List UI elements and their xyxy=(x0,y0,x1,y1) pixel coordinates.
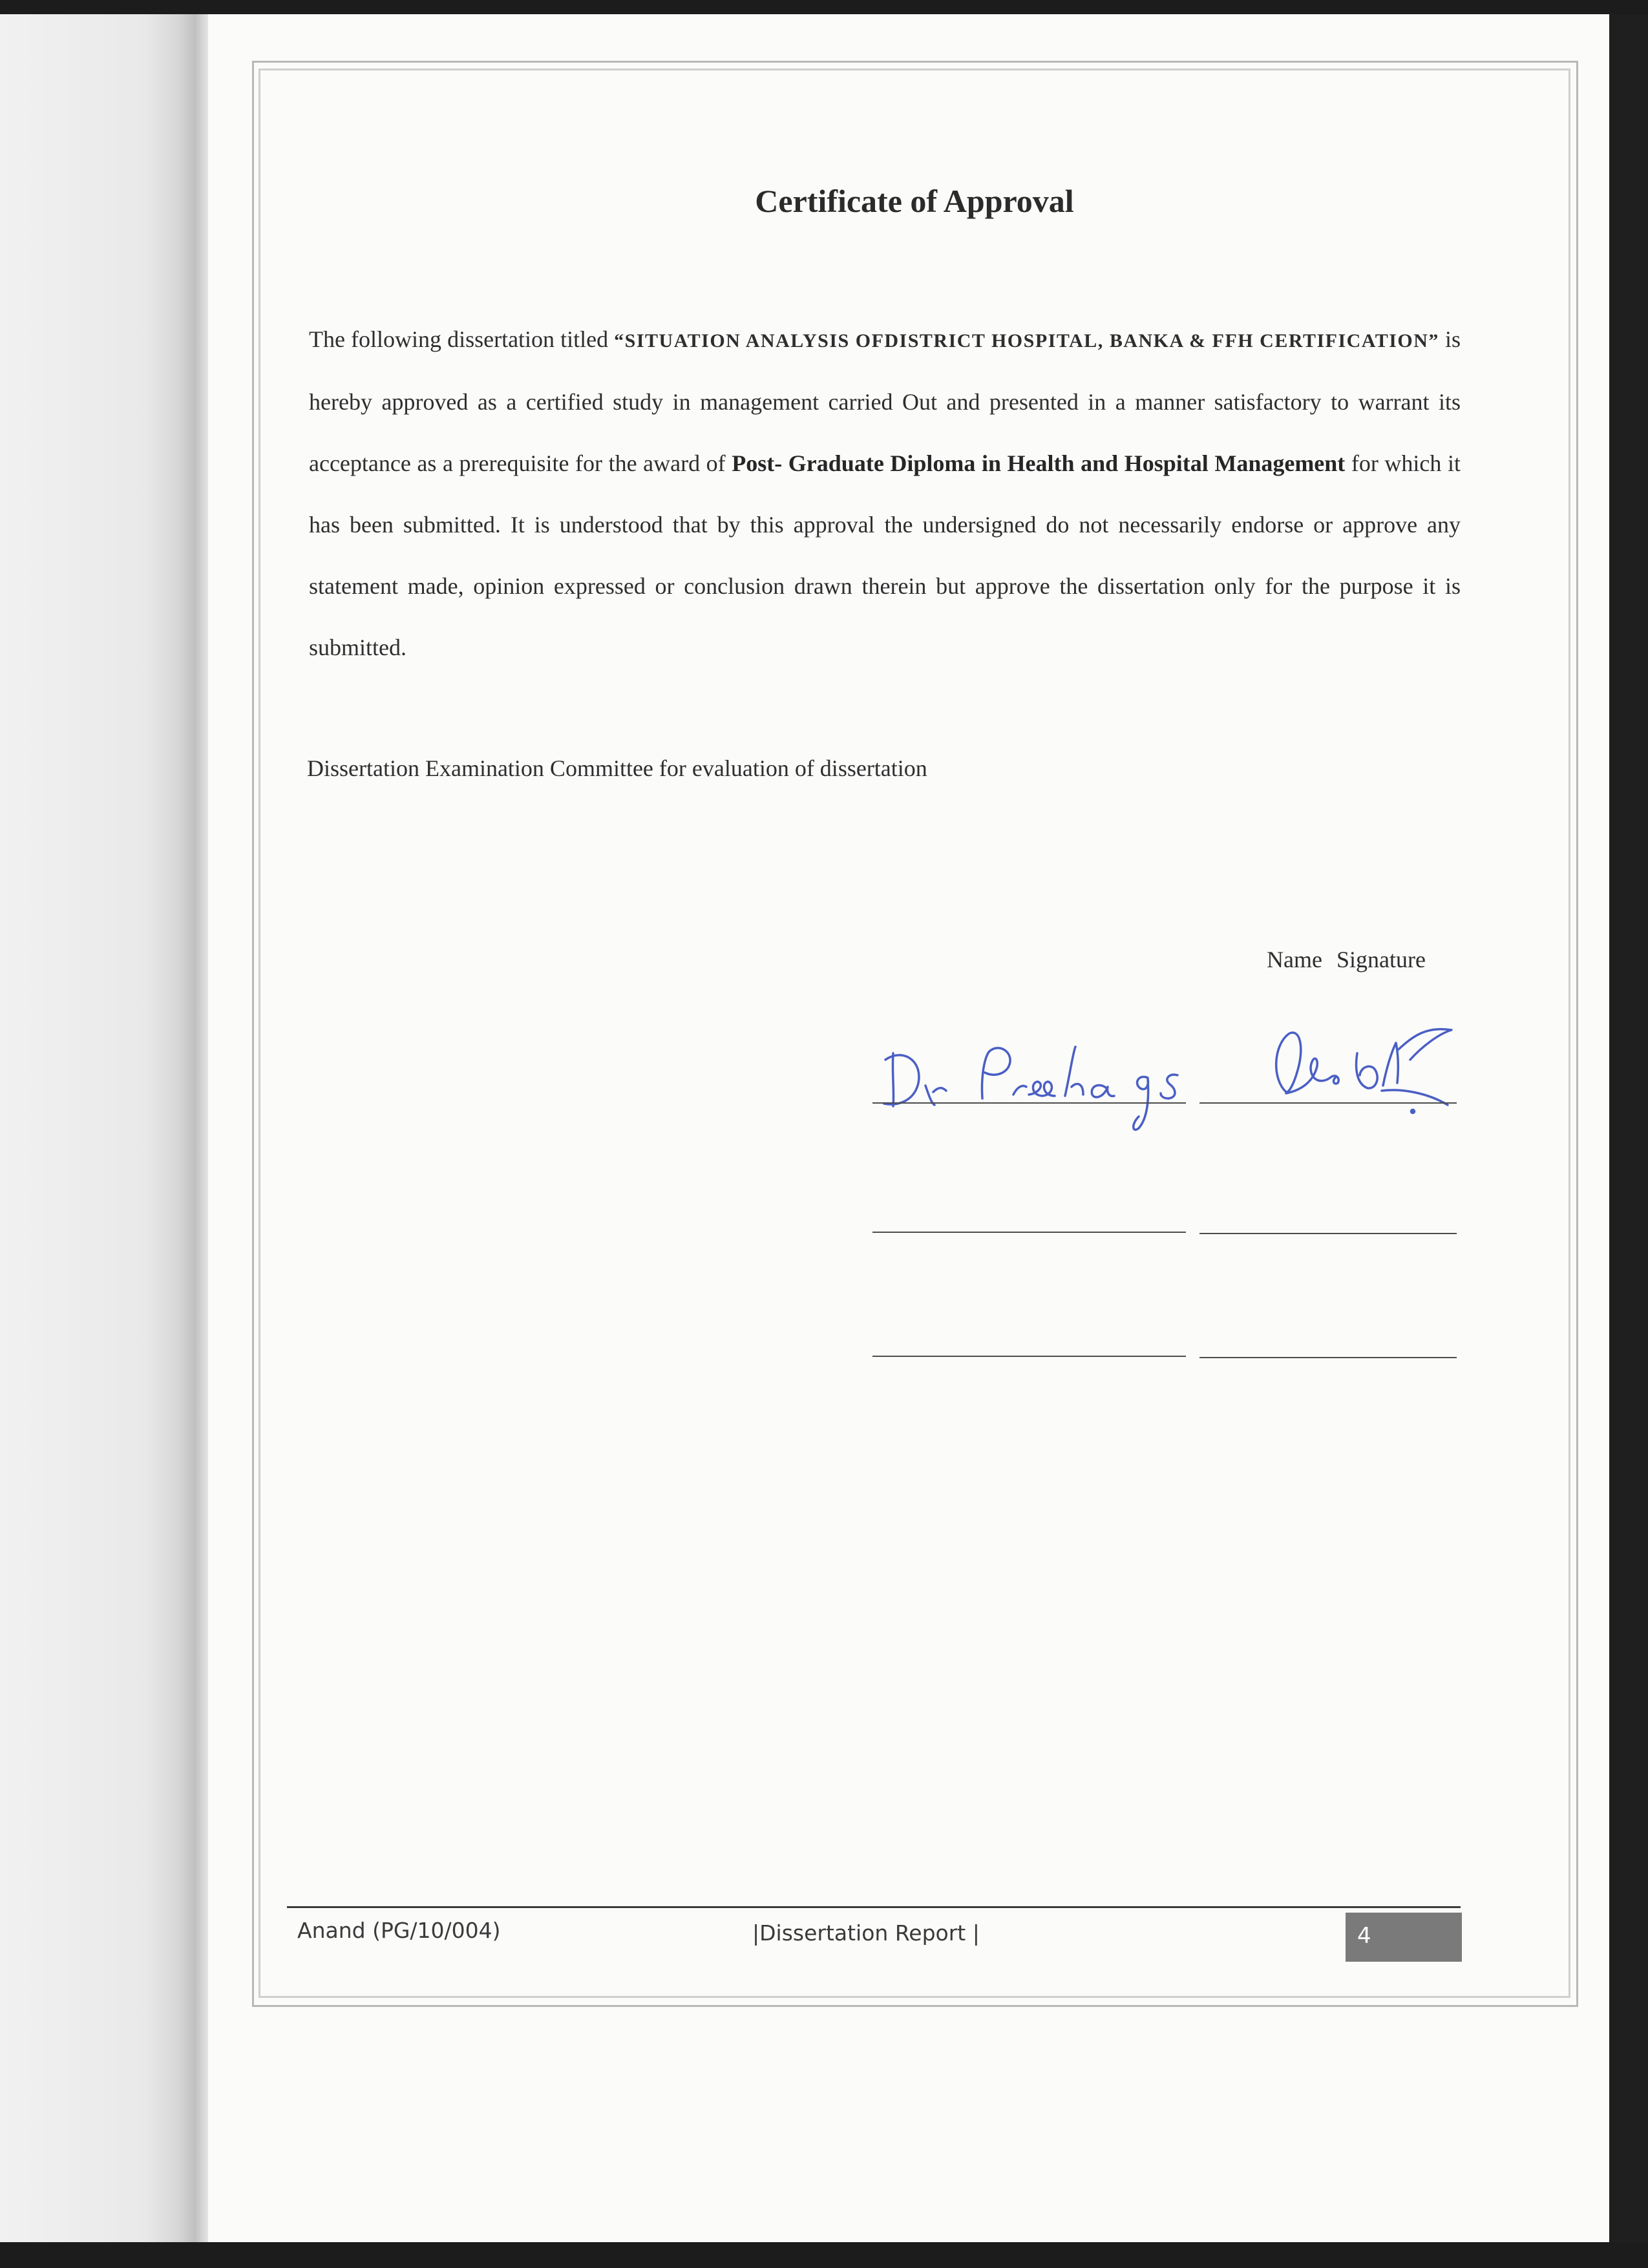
name-column-header: Name xyxy=(1267,947,1322,972)
book-spine xyxy=(194,14,208,2242)
page-number-box xyxy=(1346,1913,1462,1962)
name-line-1 xyxy=(872,1102,1186,1104)
scan-top-edge xyxy=(0,0,1648,14)
approval-paragraph xyxy=(309,309,1461,678)
committee-label: Dissertation Examination Committee for evaluation of dissertation xyxy=(307,755,927,781)
signature-line-2 xyxy=(1199,1233,1457,1234)
page-number: 4 xyxy=(1357,1923,1371,1949)
paragraph-middle: is hereby approved as a certified study in management carried Out and presented in a manner satisfactory to warrant its acceptance as a prerequisite for the award of xyxy=(309,326,1461,476)
signature-line-3 xyxy=(1199,1357,1457,1358)
footer-rule xyxy=(287,1906,1461,1908)
handwritten-name-signatory-1 xyxy=(879,1027,1202,1137)
name-line-3 xyxy=(872,1356,1186,1357)
handwritten-signature-signatory-1 xyxy=(1260,1008,1480,1124)
scan-right-edge xyxy=(1609,14,1648,2242)
certificate-title: Certificate of Approval xyxy=(755,183,1074,219)
scan-bottom-edge xyxy=(0,2242,1648,2268)
paragraph-end: for which it has been submitted. It is understood that by this approval the undersigned do not necessarily endorse or approve any statement made, opinion expressed or conclusion drawn therein but approve the dissertation only for the purpose it is submitted. xyxy=(309,450,1461,660)
name-line-2 xyxy=(872,1232,1186,1233)
signature-column-header: Signature xyxy=(1336,947,1426,972)
program-name: Post- Graduate Diploma in Health and Hospital Management xyxy=(732,450,1346,476)
signature-column-headers xyxy=(1267,946,1426,973)
signature-line-1 xyxy=(1199,1102,1457,1104)
footer-author: Anand (PG/10/004) xyxy=(297,1918,501,1943)
left-page-margin xyxy=(0,14,194,2242)
paragraph-intro: The following dissertation titled xyxy=(309,326,615,352)
footer-report-label: |Dissertation Report | xyxy=(752,1920,980,1946)
dissertation-title: “SITUATION ANALYSIS OFDISTRICT HOSPITAL, BANKA & FFH CERTIFICATION” xyxy=(614,330,1439,352)
